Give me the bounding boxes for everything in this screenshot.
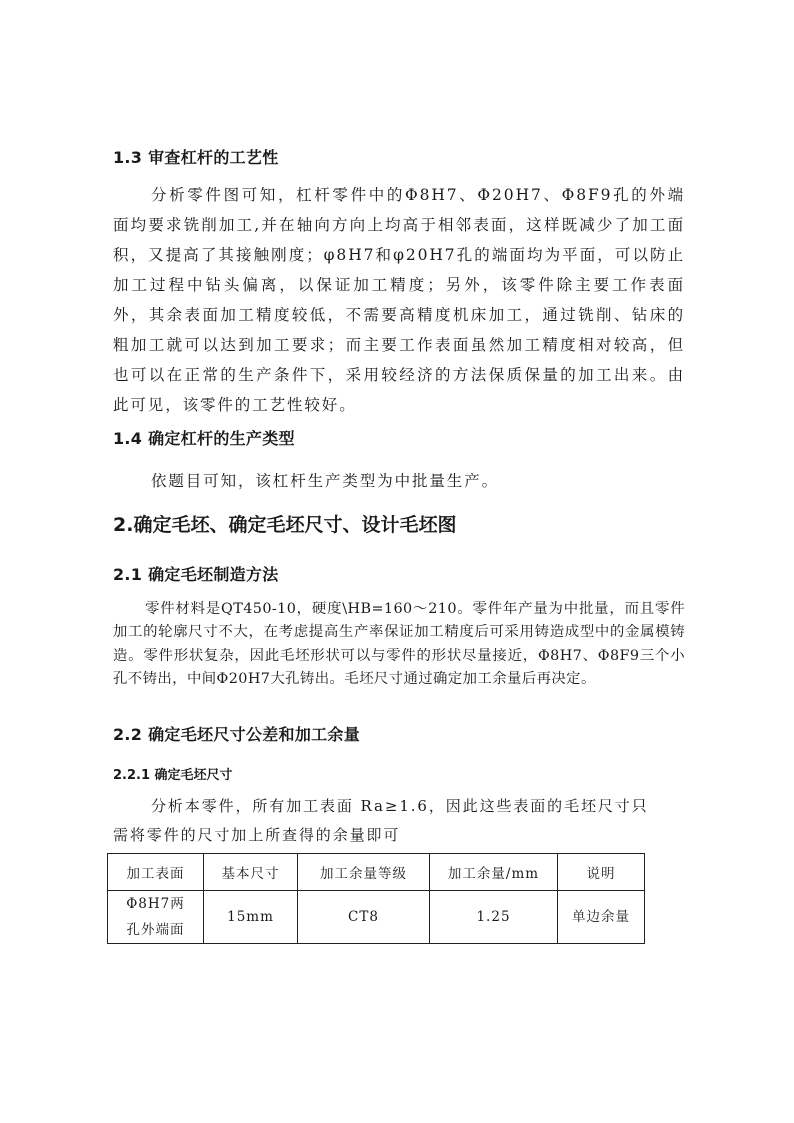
section-heading-2-2: 2.2 确定毛坯尺寸公差和加工余量 xyxy=(113,725,361,744)
chapter-heading-2: 2.确定毛坯、确定毛坯尺寸、设计毛坯图 xyxy=(113,514,457,536)
table-row xyxy=(108,891,645,944)
table-cell-allowance: 1.25 xyxy=(430,891,558,944)
table-cell-grade: CT8 xyxy=(298,891,430,944)
table-header-cell: 说明 xyxy=(558,854,645,891)
section-heading-1-4: 1.4 确定杠杆的生产类型 xyxy=(113,429,295,448)
table-header-cell: 加工表面 xyxy=(108,854,204,891)
table-header-cell: 加工余量等级 xyxy=(298,854,430,891)
section-heading-1-3: 1.3 审查杠杆的工艺性 xyxy=(113,148,279,167)
paragraph-production-type: 依题目可知，该杠杆生产类型为中批量生产。 xyxy=(151,472,500,490)
table-cell-size: 15mm xyxy=(204,891,298,944)
table-cell-surface xyxy=(108,891,204,944)
paragraph-line-2: 需将零件的尺寸加上所查得的余量即可 xyxy=(113,826,401,844)
table-header-cell: 基本尺寸 xyxy=(204,854,298,891)
table-cell-note: 单边余量 xyxy=(558,891,645,944)
table-header-cell: 加工余量/mm xyxy=(430,854,558,891)
allowance-table xyxy=(107,853,645,944)
paragraph-line-1: 分析本零件，所有加工表面 Ra≥1.6，因此这些表面的毛坯尺寸只 xyxy=(151,797,649,815)
paragraph-process-review: 分析零件图可知，杠杆零件中的Φ8H7、Φ20H7、Φ8F9孔的外端面均要求铣削加工,并在轴向方向上均高于相邻表面，这样既减少了加工面积，又提高了其接触刚度；φ8H7和φ20H7孔的端面均为平面，可以防止加工过程中钻头偏离，以保证加工精度；另外，该零件除主要工作表面外，其余表面加工精度较低，不需要高精度机床加工，通过铣削、钻床的粗加工就可以达到加工要求；而主要工作表面虽然加工精度相对较高，但也可以在正常的生产条件下，采用较经济的方法保质保量的加工出来。由此可见，该零件的工艺性较好。 xyxy=(113,186,685,414)
table-header-row xyxy=(108,854,645,891)
section-heading-2-2-1: 2.2.1 确定毛坯尺寸 xyxy=(113,768,233,783)
surface-line-2: 孔外端面 xyxy=(126,922,185,938)
section-heading-2-1: 2.1 确定毛坯制造方法 xyxy=(113,565,279,584)
surface-line-1: Φ8H7两 xyxy=(126,896,185,912)
paragraph-blank-method: 零件材料是QT450-10，硬度\HB=160～210。零件年产量为中批量，而且零件加工的轮廓尺寸不大，在考虑提高生产率保证加工精度后可采用铸造成型中的金属模铸造。零件形状复杂，因此毛坯形状可以与零件的形状尽量接近，Φ8H7、Φ8F9三个小孔不铸出，中间Φ20H7大孔铸出。毛坯尺寸通过确定加工余量后再决定。 xyxy=(113,601,685,688)
